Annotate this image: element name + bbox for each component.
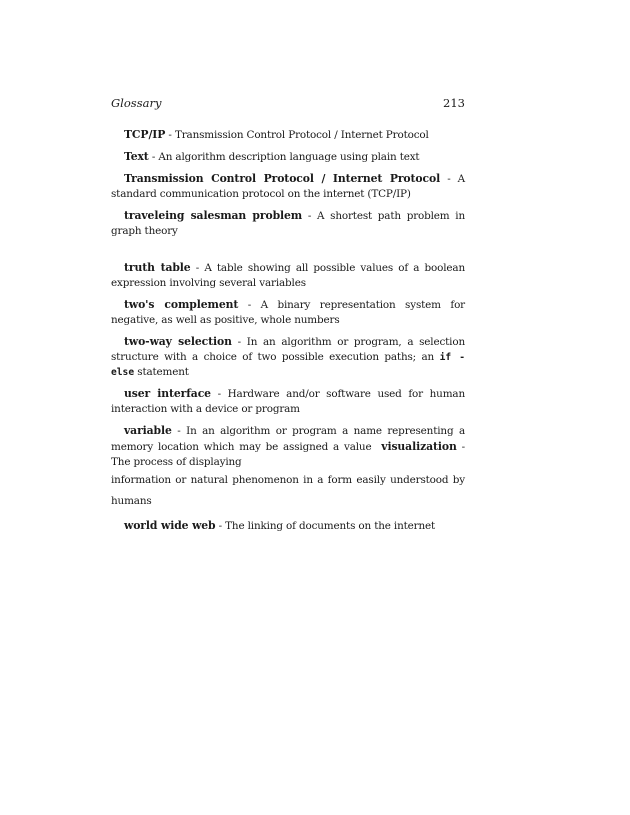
term: two-way selection: [124, 335, 232, 348]
definition: In an algorithm or program a name representing a memory location which may be assigned a value: [111, 425, 465, 453]
definition: A binary representation system for negative, as well as positive, whole numbers: [111, 299, 465, 326]
glossary-entry-variable: [111, 423, 465, 512]
glossary-entry-transmission-control-protocol: [111, 171, 465, 202]
term: visualization: [381, 440, 457, 453]
term: traveleing salesman problem: [124, 209, 303, 222]
definition: In an algorithm or program, a selection structure with a choice of two possible execution paths; an: [111, 336, 465, 363]
term: two's complement: [124, 298, 239, 311]
running-title: Glossary: [111, 96, 162, 110]
separator: -: [215, 520, 226, 532]
definition: A standard communication protocol on the internet (TCP/IP): [111, 173, 465, 200]
term: truth table: [124, 261, 191, 274]
term: user interface: [124, 387, 211, 400]
glossary-entry-twos-complement: [111, 297, 465, 328]
definition: The linking of documents on the internet: [225, 520, 436, 532]
glossary-entry-world-wide-web: [111, 518, 465, 534]
definition-continuation: information or natural phenomenon in a form easily understood by humans: [111, 474, 465, 507]
separator: -: [190, 262, 205, 274]
definition: A shortest path problem in graph theory: [111, 210, 465, 237]
glossary-entry-truth-table: [111, 260, 465, 291]
definition: A table showing all possible values of a boolean expression involving several variables: [111, 262, 465, 289]
term: world wide web: [124, 519, 216, 532]
definition: An algorithm description language using plain text: [158, 151, 420, 163]
definition: Transmission Control Protocol / Internet Protocol: [174, 129, 429, 141]
definition-end: statement: [137, 366, 189, 378]
separator: -: [440, 173, 458, 185]
glossary-entry-tcp-ip: [111, 127, 465, 143]
glossary-entry-user-interface: [111, 386, 465, 417]
glossary-entry-two-way-selection: [111, 334, 465, 380]
separator: -: [302, 210, 318, 222]
page-header: [111, 96, 465, 112]
glossary-entry-text: [111, 149, 465, 165]
code-snippet: if - else: [111, 352, 466, 378]
separator: -: [171, 425, 187, 437]
separator: -: [456, 441, 466, 453]
term: TCP/IP: [124, 128, 166, 141]
separator: -: [231, 336, 247, 348]
page-number: 213: [443, 96, 465, 110]
glossary-entry-traveleing-salesman-problem: [111, 208, 465, 239]
separator: -: [238, 299, 261, 311]
term: variable: [124, 424, 172, 437]
term: Text: [124, 150, 149, 163]
glossary-entries: [111, 127, 465, 540]
separator: -: [210, 388, 228, 400]
definition: Hardware and/or software used for human interaction with a device or program: [111, 388, 465, 415]
definition: The process of displaying: [111, 456, 242, 468]
separator: -: [165, 129, 175, 141]
term: Transmission Control Protocol / Internet Protocol: [124, 172, 441, 185]
separator: -: [148, 151, 159, 163]
